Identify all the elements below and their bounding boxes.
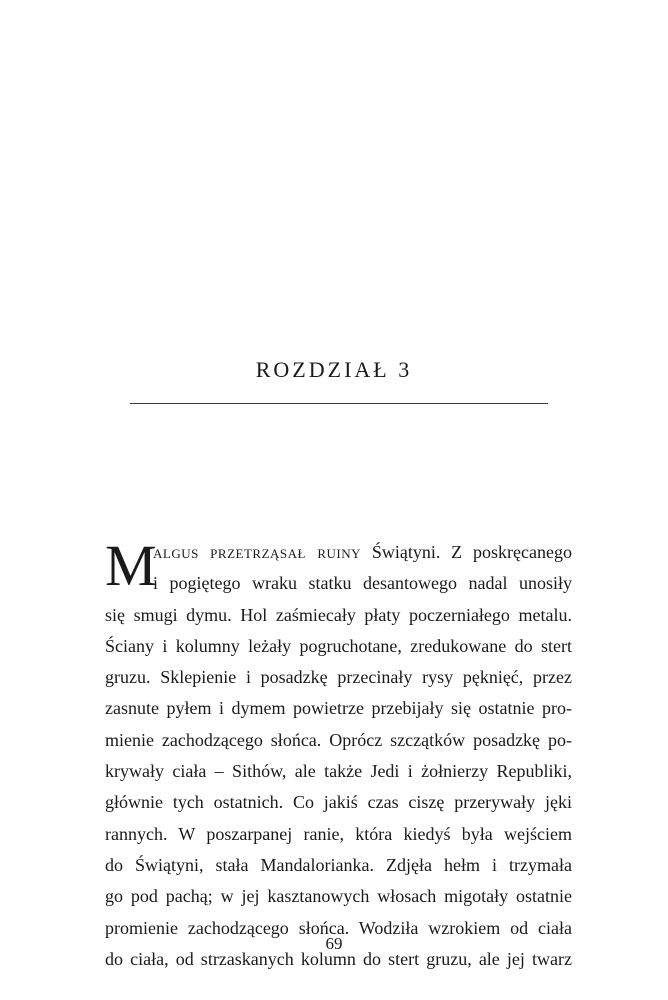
page-number: 69 <box>325 934 343 953</box>
lead-in-small-caps: algus przetrząsał ruiny <box>153 542 361 562</box>
text-line-2: i pogiętego wraku statku desantowego nadal unosiły <box>153 573 572 594</box>
drop-cap: M <box>105 533 157 598</box>
text-line-8: krywały ciała – Sithów, ale także Jedi i żołnierzy Republiki, <box>105 761 572 782</box>
chapter-divider <box>130 403 548 404</box>
text-line-9: głównie tych ostatnich. Co jakiś czas ciszę przerywały jęki <box>105 792 572 813</box>
text-line-10: rannych. W poszarpanej ranie, która kiedyś była wejściem <box>105 823 572 844</box>
text-line-1 <box>105 537 572 568</box>
text-line-12: go pod pachą; w jej kasztanowych włosach migotały ostatnie <box>105 886 572 907</box>
text-line-1-rest: Świątyni. Z poskręcanego <box>360 542 572 562</box>
body-text <box>105 533 572 975</box>
text-line-13: promienie zachodzącego słońca. Wodziła wzrokiem od ciała <box>105 917 572 938</box>
text-line-3: się smugi dymu. Hol zaśmiecały płaty poczerniałego metalu. <box>105 604 572 625</box>
text-line-11: do Świątyni, stała Mandalorianka. Zdjęła hełm i trzymała <box>105 854 572 875</box>
text-line-4: Ściany i kolumny leżały pogruchotane, zredukowane do stert <box>105 635 572 656</box>
text-line-5: gruzu. Sklepienie i posadzkę przecinały rysy pęknięć, przez <box>105 667 572 688</box>
text-line-14: do ciała, od strzaskanych kolumn do stert gruzu, ale jej twarz <box>105 948 572 969</box>
chapter-title: ROZDZIAŁ 3 <box>255 357 413 382</box>
text-line-7: mienie zachodzącego słońca. Oprócz szczątków posadzkę po- <box>105 729 572 750</box>
text-line-6: zasnute pyłem i dymem powietrze przebijały się ostatnie pro- <box>105 698 572 719</box>
